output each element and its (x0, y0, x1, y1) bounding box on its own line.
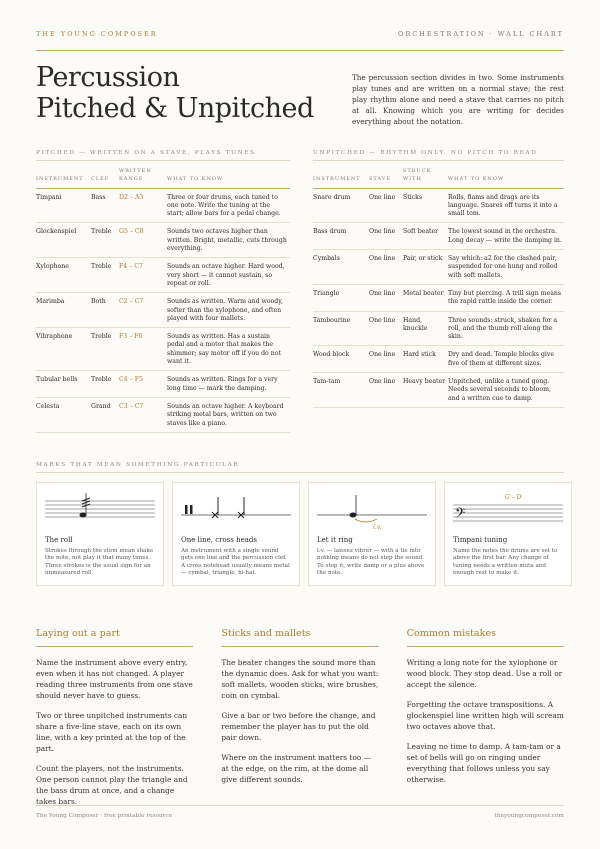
range: C4 – F5 (119, 371, 167, 398)
range: C3 – C7 (119, 397, 167, 432)
note: Sounds an octave higher. A keyboard striking metal bars, written on two staves like a piano. (167, 397, 290, 432)
card-title: One line, cross heads (181, 536, 257, 544)
instrument-name: Cymbals (313, 250, 369, 285)
note: Sounds an octave higher. Hard wood, very short — it cannot sustain, so repeat or roll. (167, 258, 290, 293)
unpitched-heading-rule (313, 160, 564, 161)
roll-illustration (45, 489, 155, 531)
let-ring-icon (317, 489, 427, 531)
stave: One line (369, 223, 403, 250)
struck-with: Soft beater (403, 223, 448, 250)
card-timpani-tuning (444, 482, 572, 586)
stave: One line (369, 311, 403, 346)
struck-with: Hard stick (403, 346, 448, 373)
table-row (313, 188, 564, 223)
column-title: Laying out a part (36, 628, 193, 647)
footer-rule (36, 805, 564, 806)
cross-heads-illustration (181, 489, 291, 531)
instrument-name: Tambourine (313, 311, 369, 346)
card-text: Name the notes the drums are set to above the first bar. Any change of tuning needs a written muta and enough rest to make it. (453, 547, 558, 577)
note: Three or four drums, each tuned to one note. Write the tuning at the start; allow bars for a pedal change. (167, 188, 290, 223)
paragraph: Name the instrument above every entry, even when it has not changed. A player reading three instruments from one stave should never have to guess. (36, 658, 193, 700)
card-roll (36, 482, 164, 586)
card-title: Let it ring (317, 536, 353, 544)
marks-heading-rule (36, 472, 564, 473)
brand-name: THE YOUNG COMPOSER (36, 30, 158, 38)
table-row (36, 258, 290, 293)
col-instrument: INSTRUMENT (36, 167, 91, 188)
col-stave: STAVE (369, 167, 403, 188)
pitched-heading-rule (36, 160, 290, 161)
page-title (36, 62, 314, 124)
instrument-name: Xylophone (36, 258, 91, 293)
note: Dry and dead. Temple blocks give five of them at different sizes. (448, 346, 564, 373)
note: Rolls, flams and drags are its language. Snares off turns it into a small tom. (448, 188, 564, 223)
table-row (36, 293, 290, 328)
table-row (36, 223, 290, 258)
note: Sounds as written. Has a sustain pedal and a motor that makes the shimmer; say motor off if you do not want it. (167, 328, 290, 371)
instrument-name: Celesta (36, 397, 91, 432)
instrument-name: Tubular bells (36, 371, 91, 398)
clef: Treble (91, 223, 119, 258)
title-line-2: Pitched & Unpitched (36, 93, 314, 124)
note: Sounds two octaves higher than written. Bright, metallic, cuts through everything. (167, 223, 290, 258)
instrument-name: Glockenspiel (36, 223, 91, 258)
table-row (36, 371, 290, 398)
footer (36, 813, 564, 819)
table-row (313, 311, 564, 346)
paragraph: Leaving no time to damp. A tam-tam or a set of bells will go on ringing under everything that follows unless you say otherwise. (406, 742, 561, 784)
table-row (36, 397, 290, 432)
column-title: Sticks and mallets (221, 628, 378, 647)
timpani-tuning-illustration (453, 489, 563, 531)
stave: One line (369, 373, 403, 408)
clef: Treble (91, 371, 119, 398)
range: G5 – C8 (119, 223, 167, 258)
table-row (313, 250, 564, 285)
struck-with: Sticks (403, 188, 448, 223)
instrument-name: Timpani (36, 188, 91, 223)
note: Tiny but piercing. A trill sign means the rapid rattle inside the corner. (448, 284, 564, 311)
pitched-heading: PITCHED — WRITTEN ON A STAVE, PLAYS TUNES (36, 150, 256, 156)
top-rule (36, 50, 564, 51)
note: Say which: a2 for the clashed pair, suspended for one hung and rolled with soft mallets. (448, 250, 564, 285)
paragraph: Where on the instrument matters too — at the edge, on the rim, at the dome all give different sounds. (221, 753, 371, 784)
pitched-header-row (36, 167, 290, 188)
card-title: Timpani tuning (453, 536, 508, 544)
top-bar (36, 30, 564, 52)
stave: One line (369, 188, 403, 223)
instrument-name: Tam-tam (313, 373, 369, 408)
instrument-name: Vibraphone (36, 328, 91, 371)
note: Sounds as written. Rings for a very long time — mark the damping. (167, 371, 290, 398)
table-row (36, 328, 290, 371)
unpitched-heading: UNPITCHED — RHYTHM ONLY, NO PITCH TO READ (313, 150, 538, 156)
col-clef: CLEF (91, 167, 119, 188)
stave: One line (369, 346, 403, 373)
timpani-staff-icon (453, 489, 563, 531)
clef: Grand (91, 397, 119, 432)
column-common-mistakes (407, 628, 564, 816)
clef: Bass (91, 188, 119, 223)
table-row (313, 373, 564, 408)
unpitched-header-row (313, 167, 564, 188)
footer-website-link[interactable]: theyoungcomposer.com (494, 813, 564, 819)
col-note: WHAT TO KNOW (167, 167, 290, 188)
intro-paragraph: The percussion section divides in two. Some instruments play tunes and are written on a normal stave; the rest play rhythm alone and need a stave that carries no pitch at all. Knowing which you are writing for decides everything about the notation. (352, 73, 564, 126)
table-row (313, 346, 564, 373)
instrument-name: Snare drum (313, 188, 369, 223)
table-row (36, 188, 290, 223)
paragraph: Forgetting the octave transpositions. A glockenspiel line written high will scream two octaves above that. (406, 700, 564, 731)
range: C2 – C7 (119, 293, 167, 328)
card-text: Strokes through the stem mean shake the note, not play it that many times. Three strokes is the usual sign for an unmeasured roll. (45, 547, 154, 577)
bass-clef-icon: 𝄢 (455, 505, 466, 524)
struck-with: Heavy beater (403, 373, 448, 408)
card-title: The roll (45, 536, 73, 544)
column-laying-out (36, 628, 193, 816)
pitched-table (36, 167, 290, 433)
struck-with: Pair, or stick (403, 250, 448, 285)
paragraph: Count the players, not the instruments. One person cannot play the triangle and the bass drum at once, and a change takes bars. (36, 764, 188, 806)
paragraph: The beater changes the sound more than the dynamic does. Ask for what you want: soft mallets, wooden sticks, wire brushes, coin on cymbal. (221, 658, 379, 700)
column-sticks-mallets (221, 628, 378, 816)
footer-credit: The Young Composer · free printable resource (36, 813, 173, 819)
note: Unpitched, unlike a tuned gong. Needs several seconds to bloom, and a written cue to damp. (448, 373, 564, 408)
marks-heading: MARKS THAT MEAN SOMETHING PARTICULAR (36, 462, 240, 468)
paragraph: Two or three unpitched instruments can share a five-line stave, each on its own line, with a key printed at the top of the part. (36, 711, 188, 753)
col-struck: STRUCK WITH (403, 167, 448, 188)
clef: Both (91, 293, 119, 328)
column-title: Common mistakes (407, 628, 564, 647)
paragraph: Writing a long note for the xylophone or wood block. They stop dead. Use a roll or accept the silence. (406, 658, 563, 689)
stave: One line (369, 284, 403, 311)
table-row (313, 284, 564, 311)
col-instrument: INSTRUMENT (313, 167, 369, 188)
note: Three sounds: struck, shaken for a roll, and the thumb roll along the skin. (448, 311, 564, 346)
struck-with: Hand, knuckle (403, 311, 448, 346)
card-cross-heads (172, 482, 300, 586)
col-range: WRITTEN RANGE (119, 167, 167, 188)
clef: Treble (91, 258, 119, 293)
range: F4 – C7 (119, 258, 167, 293)
marks-cards (36, 482, 564, 586)
table-row (313, 223, 564, 250)
struck-with: Metal beater (403, 284, 448, 311)
instrument-name: Marimba (36, 293, 91, 328)
bottom-columns (36, 628, 564, 816)
range: F3 – F6 (119, 328, 167, 371)
instrument-name: Bass drum (313, 223, 369, 250)
instrument-name: Wood block (313, 346, 369, 373)
title-line-1: Percussion (36, 62, 180, 93)
range: D2 – A3 (119, 188, 167, 223)
document-kind: ORCHESTRATION · WALL CHART (398, 30, 564, 38)
lv-marking: l.v. (373, 524, 382, 531)
note: The lowest sound in the orchestra. Long decay — write the damping in. (448, 223, 564, 250)
tuning-label: G – D (505, 494, 522, 501)
stave: One line (369, 250, 403, 285)
card-let-ring (308, 482, 436, 586)
unpitched-table (313, 167, 564, 408)
card-text: l.v. — laissez vibrer — with a tie into nothing means do not stop the sound. To stop it, write damp or a plus above the note. (317, 547, 425, 577)
col-note: WHAT TO KNOW (448, 167, 564, 188)
card-text: An instrument with a single sound gets one line and the percussion clef. A cross notehead usually means metal — cymbal, triangle, hi-hat. (181, 547, 290, 577)
let-ring-illustration (317, 489, 427, 531)
percussion-clef-staff-icon (181, 489, 291, 531)
paragraph: Give a bar or two before the change, and remember the player has to put the old pair down. (221, 711, 376, 742)
clef: Treble (91, 328, 119, 371)
note: Sounds as written. Warm and woody, softer than the xylophone, and often played with four mallets. (167, 293, 290, 328)
instrument-name: Triangle (313, 284, 369, 311)
roll-staff-icon (45, 489, 155, 531)
